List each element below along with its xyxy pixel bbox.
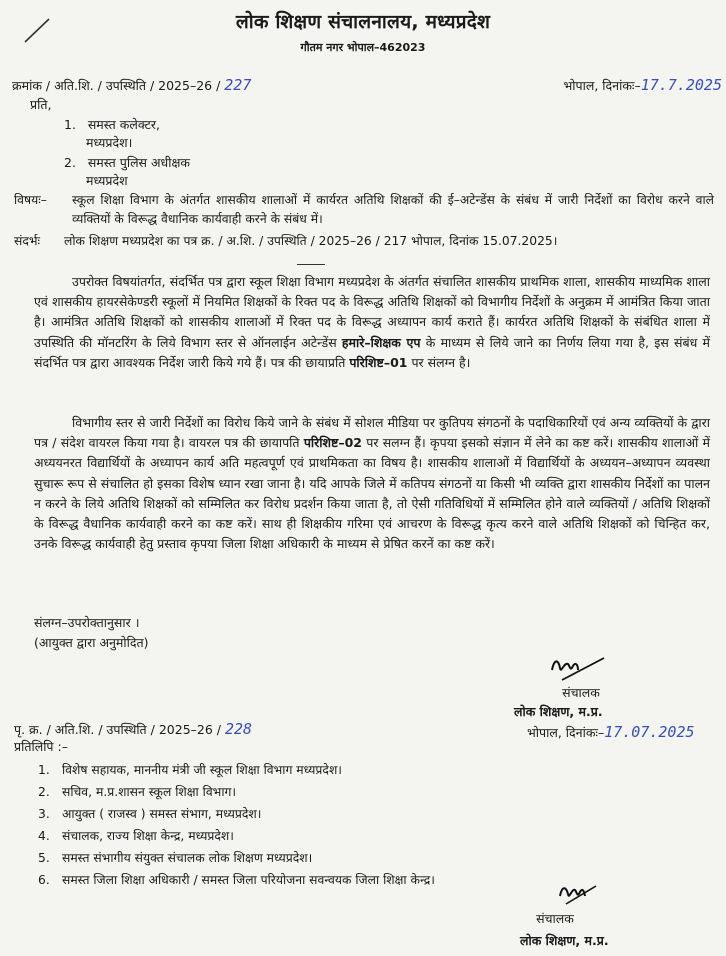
office-address: गौतम नगर भोपाल–462023 [300,41,426,54]
enclosure-note: संलग्न–उपरोक्तानुसार । [34,615,140,630]
signatory-org: लोक शिक्षण, म.प्र. [514,704,603,719]
paragraph-1 [34,272,710,373]
copy-ref-number: 228 [224,720,253,738]
recipient-line1: समस्त कलेक्टर, [87,117,161,132]
item-text: समस्त संभागीय संयुक्त संचालक लोक शिक्षण मध्यप्रदेश। [62,851,313,865]
item-text: सचिव, म.प्र.शासन स्कूल शिक्षा विभाग। [62,785,237,799]
reference-label: संदर्भः [14,234,40,248]
para1-text-a: उपरोक्त विषयांतर्गत, संदर्भित पत्र द्वारा स्कूल शिक्षा विभाग मध्यप्रदेश के अंतर्गत संचालित शासकीय प्राथमिक शाला, शासकीय माध्यमिक शाला एवं शासकीय हायरसेकेण्डरी स्कूलों में नियमित शिक्षकों के रिक्त पद के विरूद्ध अतिथि शिक्षकों को विभागीय निर्देशों के अनुक्रम में आमंत्रित किया जाता है। आमंत्रित अतिथि शिक्षकों को शासकीय शालाओं में रिक्त पद के विरूद्ध अध्यापन कार्य कराते हैं। कार्यरत अतिथि शिक्षकों के संबंधित शाला में उपस्थिति की मॉनटरिंग के लिये विभाग स्तर से ऑनलाईन अटेन्डेंस [34,274,710,350]
item-text: समस्त जिला शिक्षा अधिकारी / समस्त जिला परियोजना सवन्वयक जिला शिक्षा केन्द्र। [62,873,435,887]
copy-place-date-prefix: भोपाल, दिनांकः– [527,725,605,740]
subject-text: स्कूल शिक्षा विभाग के अंतर्गत शासकीय शालाओं में कार्यरत अतिथि शिक्षकों की ई–अटेन्डेंस के संबंध में जारी निर्देशों का विरोध करने वाले व्यक्तियों के विरूद्ध वैधानिक कार्यवाही करने के संबंध में। [72,193,714,226]
copy-heading: प्रतिलिपि :– [14,739,68,754]
paragraph-2 [34,413,710,554]
letter-date-line [564,76,723,94]
recipient-line1: समस्त पुलिस अधीक्षक [87,155,191,170]
para1-text-c: पर संलग्न है। [411,354,471,370]
annexure-2: परिशिष्ट–02 [303,435,362,451]
item-num: 1. [38,763,50,777]
subject-label: विषयः– [14,193,47,207]
signature-icon [548,650,610,686]
app-name: हमारे–शिक्षक एप [341,334,421,350]
recipient-num: 2. [64,155,76,170]
divider [297,264,325,265]
item-num: 3. [38,807,50,821]
item-text: आयुक्त ( राजस्व ) समस्त संभाग, मध्यप्रदेश। [62,807,262,821]
item-num: 6. [38,873,50,887]
reference-block [14,232,714,250]
subject-block [14,191,714,229]
item-num: 5. [38,851,50,865]
signature-icon [556,878,602,908]
recipient-1 [64,116,160,152]
approval-note: (आयुक्त द्वारा अनुमोदित) [34,635,149,650]
copy-reference [14,720,252,738]
office-title: लोक शिक्षण संचालनालय, मध्यप्रदेश [235,11,491,33]
para1-text-b: के माध्यम से लिये जाने का निर्णय लिया गया है, इस संबंध में संदर्भित पत्र द्वारा आवश्यक निर्देश जारी किये गये हैं। पत्र की छायाप्रति [34,334,710,370]
list-item [38,825,435,847]
copy-signatory-title: संचालक [536,911,574,926]
letter-ref-prefix: क्रमांक / अति.शि. / उपस्थिति / 2025–26 / [12,78,221,93]
item-num: 4. [38,829,50,843]
recipient-line2: मध्यप्रदेश। [86,135,133,150]
letter-reference [12,76,251,94]
letter-date: 17.7.2025 [640,76,722,94]
annexure-1: परिशिष्ट–01 [349,354,408,370]
list-item [38,803,435,825]
reference-text: लोक शिक्षण मध्यप्रदेश का पत्र क्र. / अ.शि. / उपस्थिति / 2025–26 / 217 भोपाल, दिनांक 15.07.2025। [64,234,558,248]
item-num: 2. [38,785,50,799]
letter-ref-number: 227 [224,76,252,94]
list-item [38,847,435,869]
copy-date-line [527,723,695,741]
para2-text-a: विभागीय स्तर से जारी निर्देशों का विरोध किये जाने के संबंध में सोशल मीडिया पर कुतिपय संगठनों के पदाधिकारियों एवं अन्य व्यक्तियों के द्वारा पत्र / संदेश वायरल किया गया है। वायरल पत्र की छायापति [34,415,710,451]
signatory-title: संचालक [562,685,600,700]
copy-date: 17.07.2025 [604,723,695,741]
recipient-2 [64,154,190,190]
item-text: संचालक, राज्य शिक्षा केन्द्र, मध्यप्रदेश। [62,829,234,843]
recipient-line2: मध्यप्रदेश [86,173,128,188]
letter-place-date-prefix: भोपाल, दिनांकः– [563,78,641,93]
list-item [38,781,435,803]
copy-ref-prefix: पृ. क्र. / अति.शि. / उपस्थिति / 2025–26 / [14,722,221,737]
copy-list [38,759,435,891]
copy-signatory-org: लोक शिक्षण, म.प्र. [520,933,609,948]
para2-text-b: पर सलग्न हैं। कृपया इसको संज्ञान में लेने का कष्ट करें। शासकीय शालाओं में अध्ययनरत विद्यार्थियों के अध्यापन कार्य अति महत्वपूर्ण एवं प्राथमिकता का विषय है। शासकीय शालाओं में विद्यार्थियों के अध्ययन–अध्यापन व्यवस्था सुचारू रूप से संचालित हो इसका विशेष ध्यान रखा जाना है। यदि आपके जिले में कतिपय संगठनों या किसी भी व्यक्ति द्वारा शासकीय निर्देशों का पालन न करने के लिये अतिथि शिक्षकों को सम्मिलित कर विरोध प्रदर्शन किया जाता है, तो ऐसी गतिविधियों में सम्मिलित होने वाले व्यक्तियों / अतिथि शिक्षकों के विरूद्ध वैधानिक कार्यवाही करने का कष्ट करें। साथ ही शिक्षकीय गरिमा एवं आचरण के विरूद्ध कृत्य करने वाले अतिथि शिक्षकों को चिन्हित कर, उनके विरूद्ध कार्यवाही हेतु प्रस्ताव कृपया जिला शिक्षा अधिकारी के माध्यम से प्रेषित करनें का कष्ट करें। [34,435,710,552]
recipient-num: 1. [64,117,76,132]
item-text: विशेष सहायक, माननीय मंत्री जी स्कूल शिक्षा विभाग मध्यप्रदेश। [62,763,342,777]
to-label: प्रति, [30,97,52,112]
list-item [38,869,435,891]
list-item [38,759,435,781]
